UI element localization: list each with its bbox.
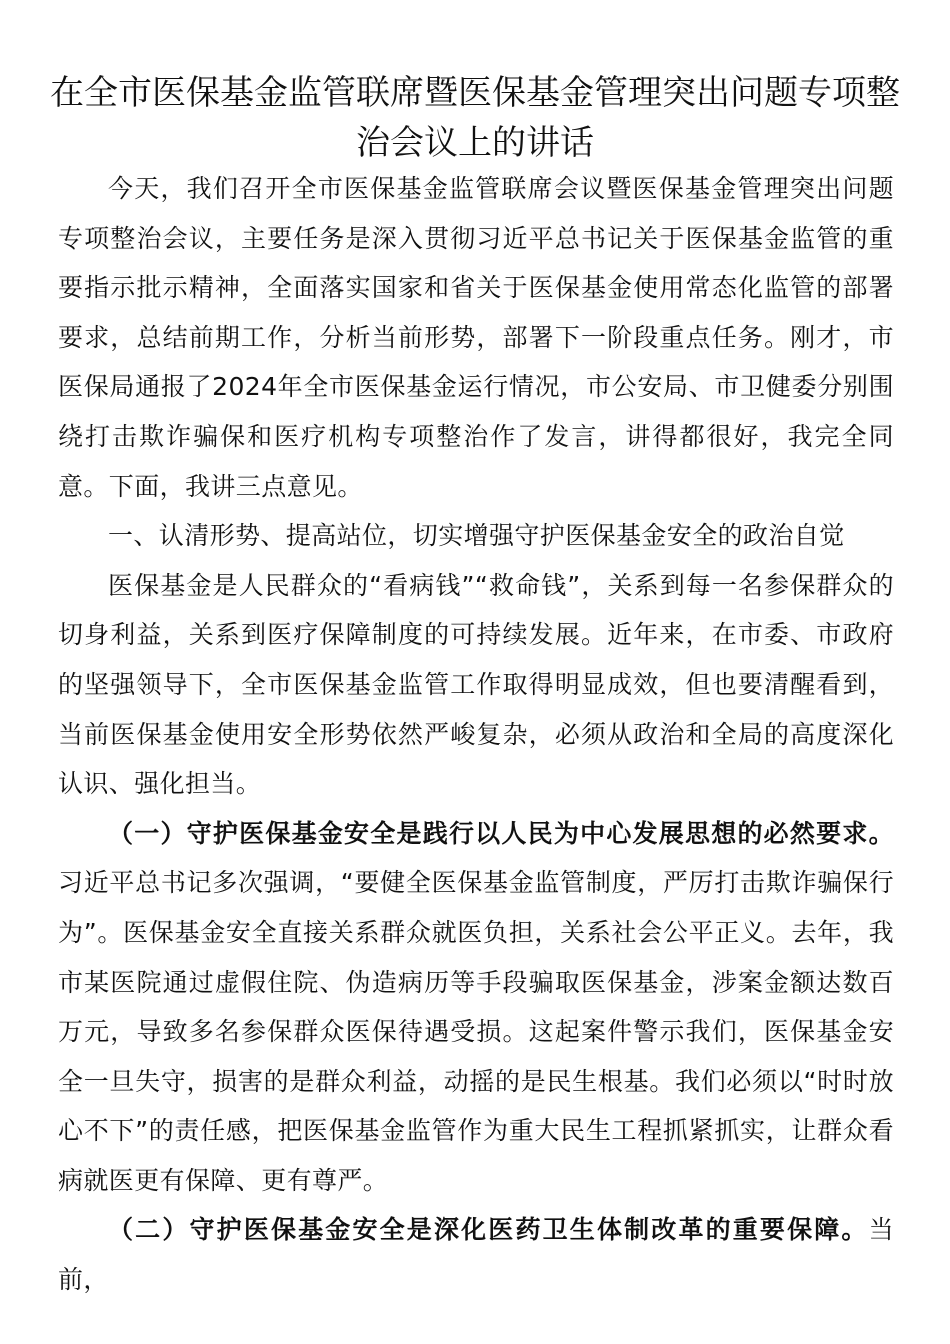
subsection-2-lead: （二）守护医保基金安全是深化医药卫生体制改革的重要保障。 bbox=[108, 1215, 869, 1245]
paragraph-section-1: 医保基金是人民群众的“看病钱”“救命钱”，关系到每一名参保群众的切身利益，关系到医疗保障制度的可持续发展。近年来，在市委、市政府的坚强领导下，全市医保基金监管工作取得明显成效，但也要清醒看到，当前医保基金使用安全形势依然严峻复杂，必须从政治和全局的高度深化认识、强化担当。 bbox=[58, 570, 894, 799]
subsection-1-text: 习近平总书记多次强调，“要健全医保基金监管制度，严厉打击欺诈骗保行为”。医保基金安全直接关系群众就医负担，关系社会公平正义。去年，我市某医院通过虚假住院、伪造病历等手段骗取医保基金，涉案金额达数百万元，导致多名参保群众医保待遇受损。这起案件警示我们，医保基金安全一旦失守，损害的是群众利益，动摇的是民生根基。我们必须以“时时放心不下”的责任感，把医保基金监管作为重大民生工程抓紧抓实，让群众看病就医更有保障、更有尊严。 bbox=[58, 868, 894, 1195]
subsection-1-lead: （一）守护医保基金安全是践行以人民为中心发展思想的必然要求。 bbox=[108, 818, 894, 848]
paragraph-subsection-1 bbox=[58, 809, 894, 1206]
paragraph-intro: 今天，我们召开全市医保基金监管联席会议暨医保基金管理突出问题专项整治会议，主要任务是深入贯彻习近平总书记关于医保基金监管的重要指示批示精神，全面落实国家和省关于医保基金使用常态化监管的部署要求，总结前期工作，分析当前形势，部署下一阶段重点任务。刚才，市医保局通报了2024年全市医保基金运行情况，市公安局、市卫健委分别围绕打击欺诈骗保和医疗机构专项整治作了发言，讲得都很好，我完全同意。下面，我讲三点意见。 bbox=[58, 174, 894, 501]
subsection-2-text: 当前， bbox=[58, 1215, 894, 1295]
paragraph-subsection-2 bbox=[58, 1205, 894, 1304]
section-heading-1: 一、认清形势、提高站位，切实增强守护医保基金安全的政治自觉 bbox=[108, 521, 845, 551]
document-title: 在全市医保基金监管联席暨医保基金管理突出问题专项整治会议上的讲话 bbox=[50, 73, 900, 163]
document-body bbox=[58, 164, 894, 1305]
